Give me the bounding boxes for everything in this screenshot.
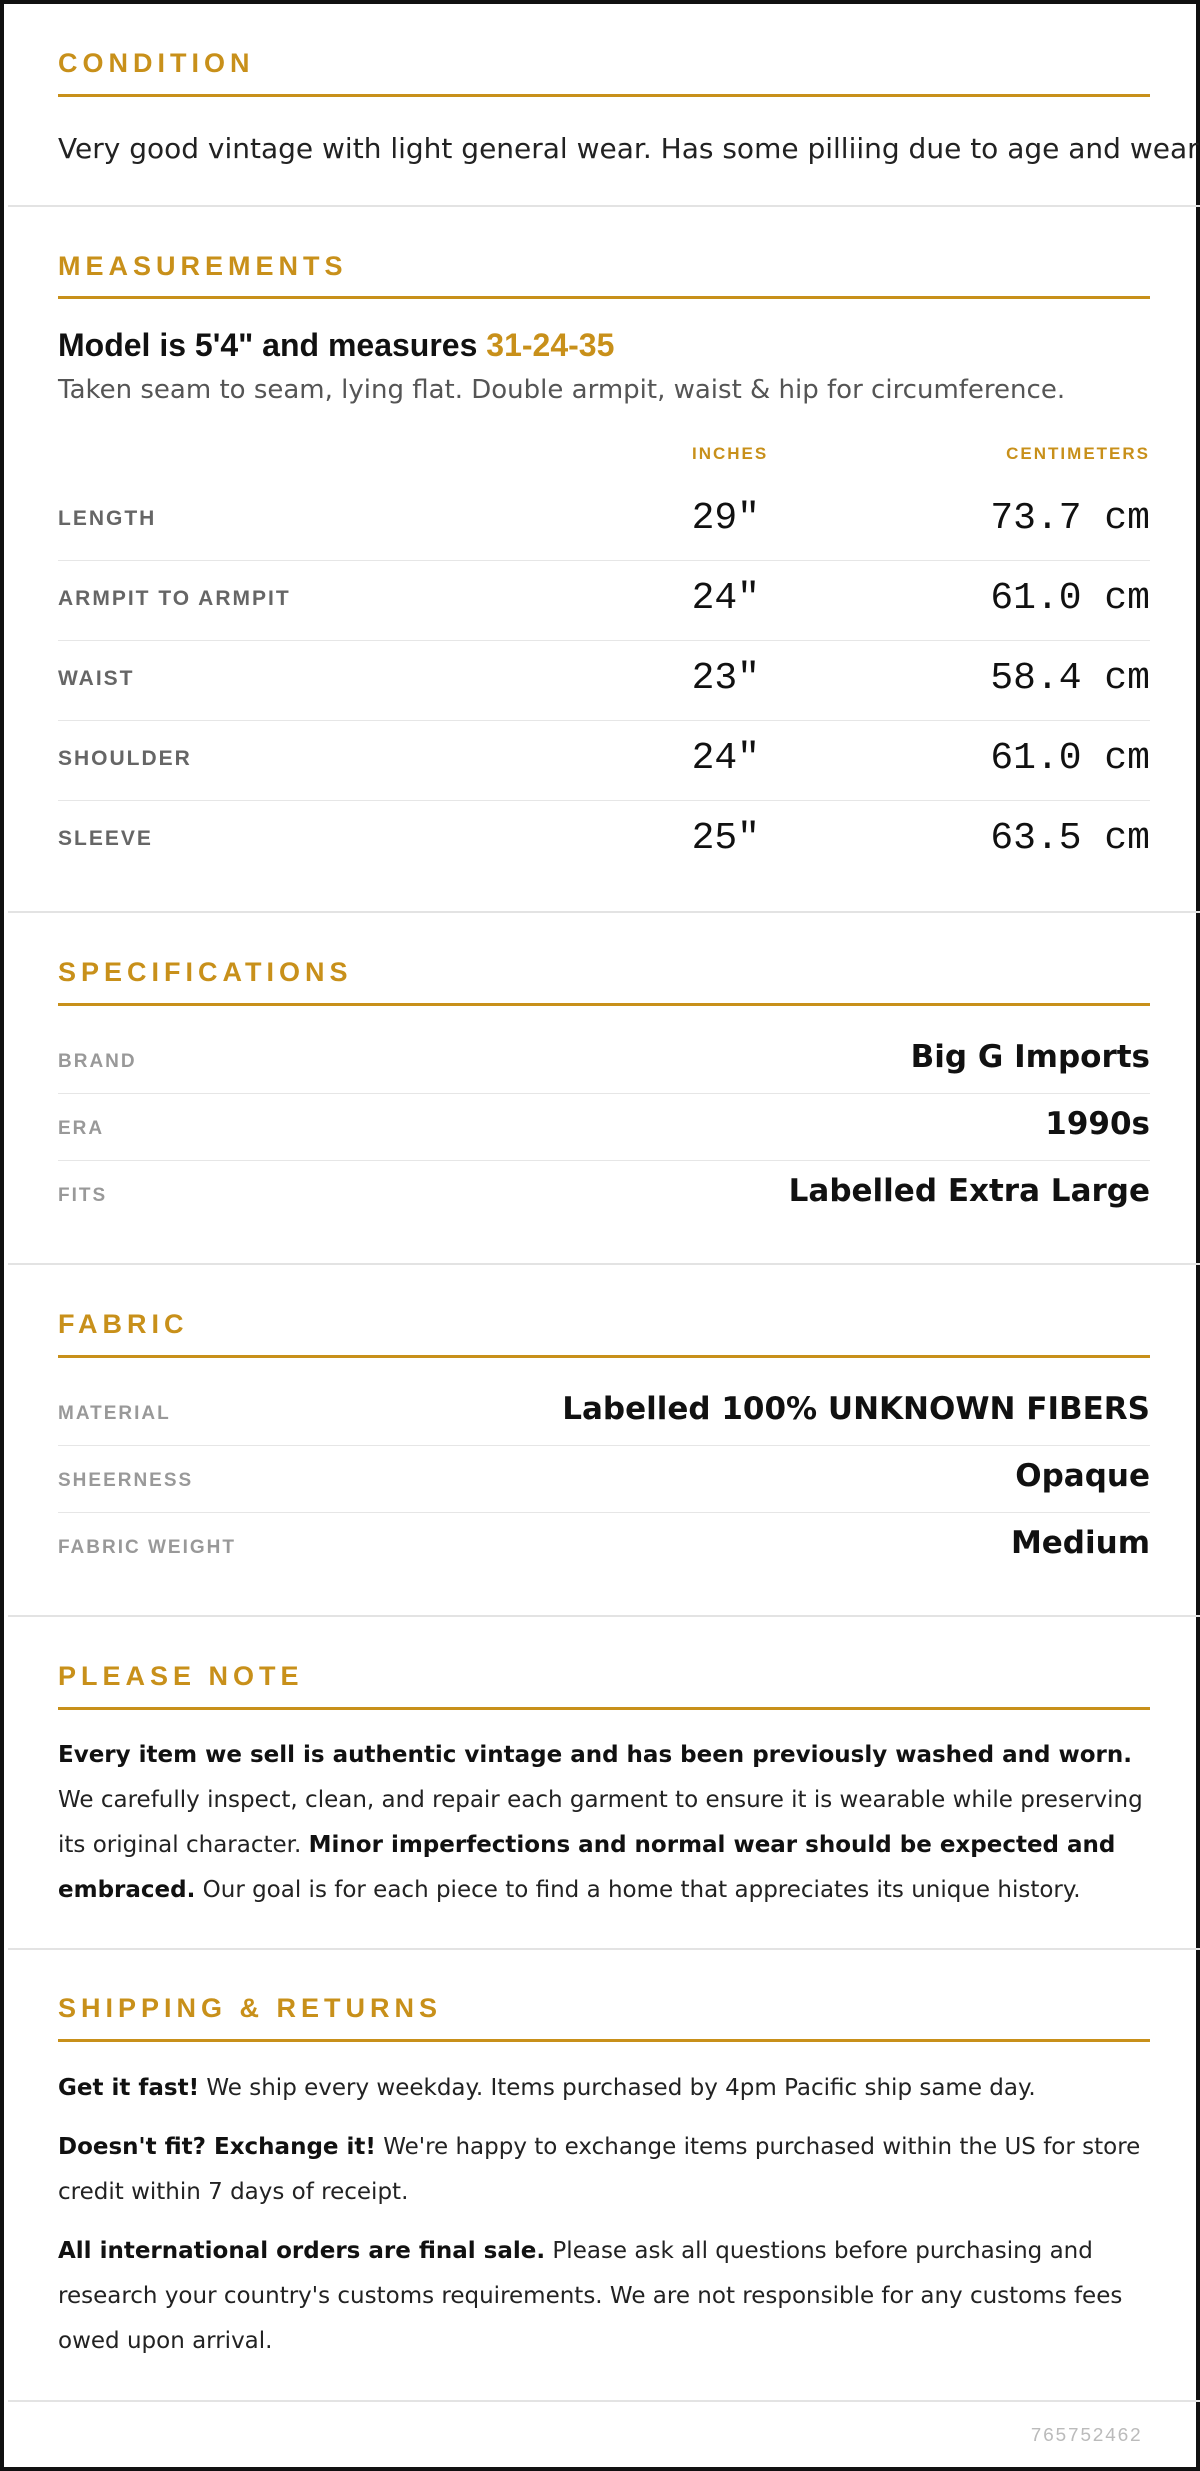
note-text-1: We carefully inspect, clean, and repair each garment to ensure it is wearable while preserving its original character.: [58, 1787, 1143, 1858]
spec-label: ERA: [58, 1118, 105, 1139]
model-prefix: Model is 5'4" and measures: [58, 327, 487, 363]
note-text-2: Our goal is for each piece to find a home that appreciates its unique history.: [195, 1877, 1081, 1903]
shipping-text-3: Please ask all questions before purchasing and research your country's customs requirements. We are not responsible for any customs fees owed upon arrival.: [58, 2238, 1123, 2354]
please-note-rule: [58, 1707, 1150, 1710]
specifications-section: [8, 913, 1200, 1265]
measurement-label: ARMPIT TO ARMPIT: [58, 587, 291, 610]
shipping-returns-section: [8, 1950, 1200, 2402]
spec-label: FITS: [58, 1185, 108, 1206]
shipping-paragraph-2: [58, 2125, 1150, 2215]
spec-label: BRAND: [58, 1051, 137, 1072]
fabric-row: [58, 1513, 1150, 1580]
spec-row: [58, 1027, 1150, 1094]
measurement-label: SHOULDER: [58, 747, 192, 770]
condition-text: Very good vintage with light general wear. Has some pilliing due to age and wear: [58, 132, 1199, 165]
measurements-rule: [58, 296, 1150, 299]
condition-section: [8, 4, 1200, 207]
shipping-text-1: We ship every weekday. Items purchased by 4pm Pacific ship same day.: [199, 2075, 1036, 2101]
specifications-rule: [58, 1003, 1150, 1006]
please-note-heading: PLEASE NOTE: [58, 1661, 304, 1691]
measurement-label: SLEEVE: [58, 827, 153, 850]
column-header-inches: INCHES: [692, 444, 769, 463]
measurement-label: LENGTH: [58, 507, 157, 530]
fabric-label: MATERIAL: [58, 1403, 171, 1424]
measurements-section: [8, 207, 1200, 913]
spec-value: Big G Imports: [910, 1039, 1150, 1075]
measurement-row: [58, 481, 1150, 561]
measurements-description: Taken seam to seam, lying flat. Double armpit, waist & hip for circumference.: [58, 375, 1066, 405]
measurement-row: [58, 561, 1150, 641]
fabric-value: Labelled 100% UNKNOWN FIBERS: [562, 1391, 1150, 1427]
shipping-paragraph-1: [58, 2066, 1150, 2111]
please-note-text: [58, 1733, 1150, 1913]
measurement-inches: 25": [691, 817, 760, 860]
model-measures-value: 31-24-35: [486, 327, 615, 363]
measurement-cm: 61.0 cm: [990, 577, 1150, 620]
model-measurements: [58, 327, 614, 364]
fabric-value: Opaque: [1015, 1458, 1150, 1494]
fabric-row: [58, 1446, 1150, 1513]
measurement-row: [58, 641, 1150, 721]
measurements-heading: MEASUREMENTS: [58, 251, 348, 281]
fabric-label: FABRIC WEIGHT: [58, 1537, 236, 1558]
product-id: 765752462: [1030, 2425, 1142, 2447]
measurement-cm: 58.4 cm: [990, 657, 1150, 700]
spec-value: Labelled Extra Large: [788, 1173, 1150, 1209]
specifications-heading: SPECIFICATIONS: [58, 957, 353, 987]
shipping-bold-3: All international orders are final sale.: [58, 2238, 546, 2264]
fabric-label: SHEERNESS: [58, 1470, 194, 1491]
spec-value: 1990s: [1045, 1106, 1150, 1142]
measurement-inches: 23": [691, 657, 760, 700]
measurement-cm: 73.7 cm: [990, 497, 1150, 540]
fabric-heading: FABRIC: [58, 1309, 189, 1339]
note-bold-2: Minor imperfections and normal wear should be expected and embraced.: [58, 1832, 1116, 1903]
measurement-inches: 24": [691, 577, 760, 620]
shipping-bold-1: Get it fast!: [58, 2075, 200, 2101]
measurement-label: WAIST: [58, 667, 135, 690]
shipping-bold-2: Doesn't fit? Exchange it!: [58, 2134, 376, 2160]
fabric-row: [58, 1379, 1150, 1446]
shipping-heading: SHIPPING & RETURNS: [58, 1993, 443, 2023]
shipping-text-2: We're happy to exchange items purchased within the US for store credit within 7 days of receipt.: [58, 2134, 1141, 2205]
fabric-rule: [58, 1355, 1150, 1358]
measurement-row: [58, 721, 1150, 801]
measurement-cm: 61.0 cm: [990, 737, 1150, 780]
fabric-section: [8, 1265, 1200, 1617]
condition-rule: [58, 94, 1150, 97]
please-note-section: [8, 1617, 1200, 1950]
measurement-row: [58, 801, 1150, 881]
fabric-value: Medium: [1010, 1525, 1150, 1561]
measurement-cm: 63.5 cm: [990, 817, 1150, 860]
shipping-paragraph-3: [58, 2229, 1150, 2364]
measurement-inches: 24": [691, 737, 760, 780]
spec-row: [58, 1161, 1150, 1228]
spec-row: [58, 1094, 1150, 1161]
note-bold-1: Every item we sell is authentic vintage and has been previously washed and worn.: [58, 1742, 1132, 1768]
shipping-rule: [58, 2039, 1150, 2042]
column-header-centimeters: CENTIMETERS: [1006, 444, 1150, 463]
condition-heading: CONDITION: [58, 48, 255, 78]
measurement-inches: 29": [691, 497, 760, 540]
